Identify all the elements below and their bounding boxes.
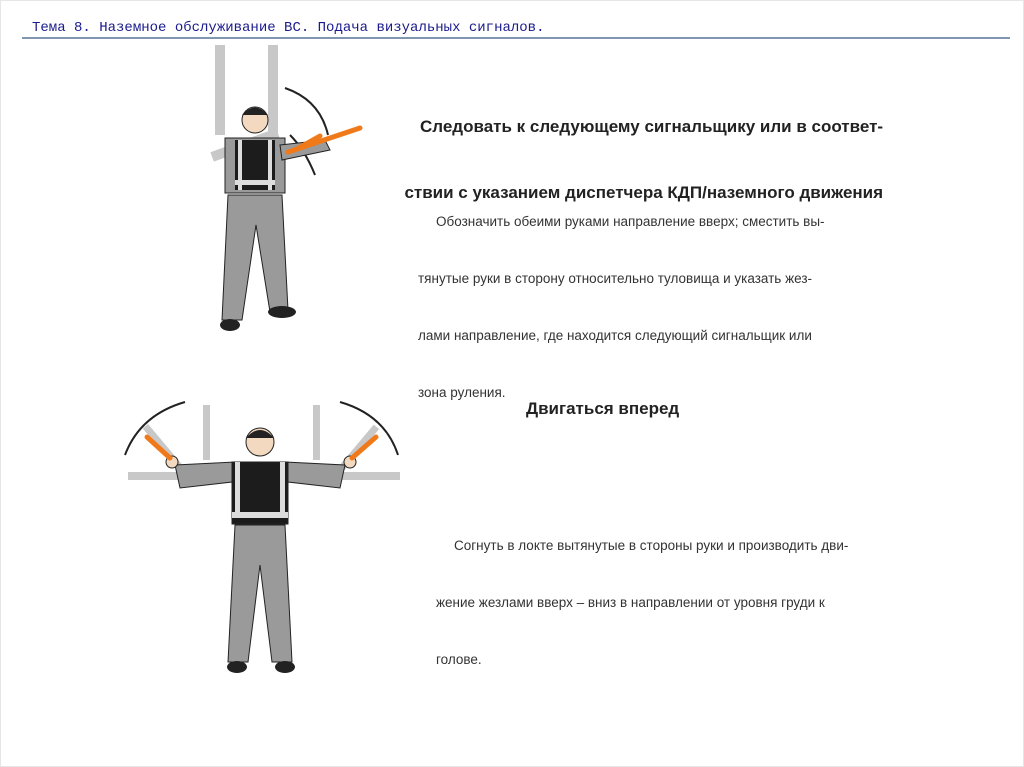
signal-1-description bbox=[418, 174, 825, 421]
description-line: лами направление, где находится следующий сигнальщик или bbox=[418, 328, 812, 343]
heading-line: Следовать к следующему сигнальщику или в соответ- bbox=[420, 117, 884, 136]
signal-2-illustration bbox=[120, 390, 420, 690]
signal-1-illustration bbox=[190, 40, 390, 340]
signal-2-heading: Двигаться вперед bbox=[526, 399, 680, 418]
description-line: Обозначить обеими руками направление вверх; сместить вы- bbox=[436, 214, 825, 229]
description-line: тянутые руки в сторону относительно туловища и указать жез- bbox=[418, 271, 812, 286]
description-line: Согнуть в локте вытянутые в стороны руки и производить дви- bbox=[454, 538, 849, 553]
title-divider bbox=[22, 37, 1010, 39]
description-line: жение жезлами вверх – вниз в направлении от уровня груди к bbox=[436, 595, 825, 610]
heading-line: ствии с указанием диспетчера КДП/наземного движения bbox=[404, 183, 884, 202]
description-line: голове. bbox=[436, 652, 482, 667]
slide-title: Тема 8. Наземное обслуживание ВС. Подача визуальных сигналов. bbox=[32, 20, 545, 36]
description-line: зона руления. bbox=[418, 385, 506, 400]
signal-2-description bbox=[436, 498, 848, 688]
